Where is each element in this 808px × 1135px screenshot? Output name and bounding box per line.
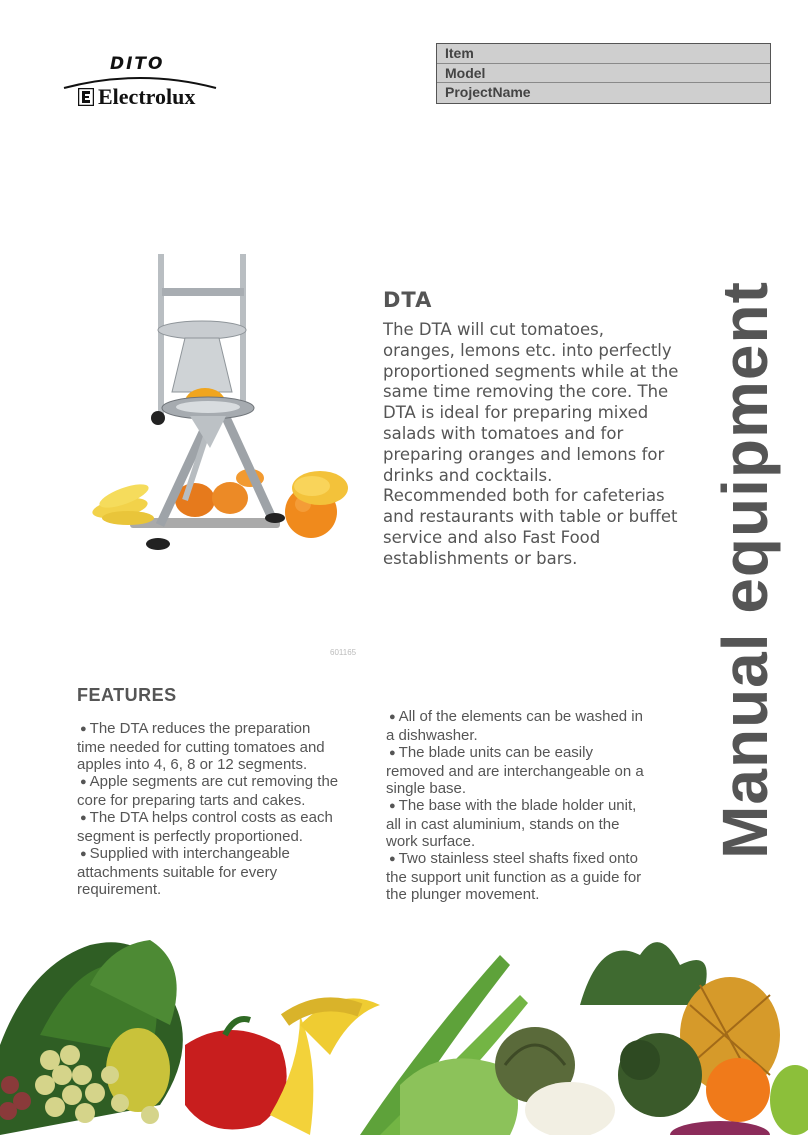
feature-line: apples into 4, 6, 8 or 12 segments. xyxy=(77,756,308,773)
feature-line: all in cast aluminium, stands on the xyxy=(386,816,620,833)
description-line: proportioned segments while at the xyxy=(383,361,679,381)
electrolux-mark-icon xyxy=(78,88,94,106)
lemon-wedges xyxy=(91,480,154,525)
side-title-text: Manual equipment xyxy=(709,281,781,859)
feature-line: attachments suitable for every xyxy=(77,864,278,881)
feature-item xyxy=(386,708,686,744)
dta-slicer-product-image xyxy=(90,250,360,555)
feature-line: requirement. xyxy=(77,881,162,898)
feature-line: work surface. xyxy=(386,833,476,850)
features-left-column xyxy=(77,720,367,898)
feature-item xyxy=(386,744,686,797)
feature-line: The DTA helps control costs as each xyxy=(89,809,333,826)
product-description xyxy=(383,320,695,570)
description-line: establishments or bars. xyxy=(383,548,578,568)
feature-item xyxy=(77,720,367,773)
feature-line: The blade units can be easily xyxy=(398,744,593,761)
feature-line: the support unit function as a guide for xyxy=(386,869,642,886)
feature-line: a dishwasher. xyxy=(386,727,478,744)
description-line: and restaurants with table or buffet xyxy=(383,507,678,527)
feature-line: removed and are interchangeable on a xyxy=(386,763,644,780)
dito-wordmark: DITO xyxy=(110,54,165,74)
info-row-model: Model xyxy=(437,64,770,84)
bullet-icon: ● xyxy=(80,812,87,824)
description-line: salads with tomatoes and for xyxy=(383,423,624,443)
description-line: same time removing the core. The xyxy=(383,382,669,402)
product-title: DTA xyxy=(383,288,433,312)
description-line: Recommended both for cafeterias xyxy=(383,486,665,506)
features-right-column xyxy=(386,708,686,903)
bullet-icon: ● xyxy=(389,711,396,723)
feature-line: All of the elements can be washed in xyxy=(398,708,643,725)
feature-line: single base. xyxy=(386,780,467,797)
description-line: preparing oranges and lemons for xyxy=(383,444,665,464)
feature-line: the plunger movement. xyxy=(386,886,540,903)
features-heading: FEATURES xyxy=(77,685,177,705)
feature-line: Apple segments are cut removing the xyxy=(89,773,339,790)
info-row-item: Item xyxy=(437,44,770,64)
bullet-icon: ● xyxy=(389,853,396,865)
feature-line: The DTA reduces the preparation xyxy=(89,720,311,737)
description-line: oranges, lemons etc. into perfectly xyxy=(383,340,672,360)
feature-line: Two stainless steel shafts fixed onto xyxy=(398,850,638,867)
feature-item xyxy=(386,797,686,850)
feature-line: Supplied with interchangeable xyxy=(89,845,290,862)
description-line: The DTA will cut tomatoes, xyxy=(383,320,605,339)
side-title xyxy=(711,230,779,910)
electrolux-dito-logo xyxy=(60,50,220,112)
description-line: DTA is ideal for preparing mixed xyxy=(383,403,649,423)
feature-line: The base with the blade holder unit, xyxy=(398,797,637,814)
feature-line: time needed for cutting tomatoes and xyxy=(77,739,325,756)
info-row-project-name: ProjectName xyxy=(445,84,531,100)
feature-item xyxy=(77,845,367,898)
bullet-icon: ● xyxy=(80,848,87,860)
feature-line: segment is perfectly proportioned. xyxy=(77,828,303,845)
vegetables-banner-image xyxy=(0,925,808,1135)
product-image-code: 601165 xyxy=(330,648,357,657)
bullet-icon: ● xyxy=(389,800,396,812)
electrolux-wordmark: Electrolux xyxy=(98,84,196,109)
feature-item xyxy=(386,850,686,903)
feature-item xyxy=(77,773,367,809)
feature-line: core for preparing tarts and cakes. xyxy=(77,792,306,809)
feature-item xyxy=(77,809,367,845)
project-info-table xyxy=(436,43,771,104)
bullet-icon: ● xyxy=(80,723,87,735)
description-line: service and also Fast Food xyxy=(383,527,601,547)
description-line: drinks and cocktails. xyxy=(383,465,553,485)
bullet-icon: ● xyxy=(80,776,87,788)
bullet-icon: ● xyxy=(389,747,396,759)
